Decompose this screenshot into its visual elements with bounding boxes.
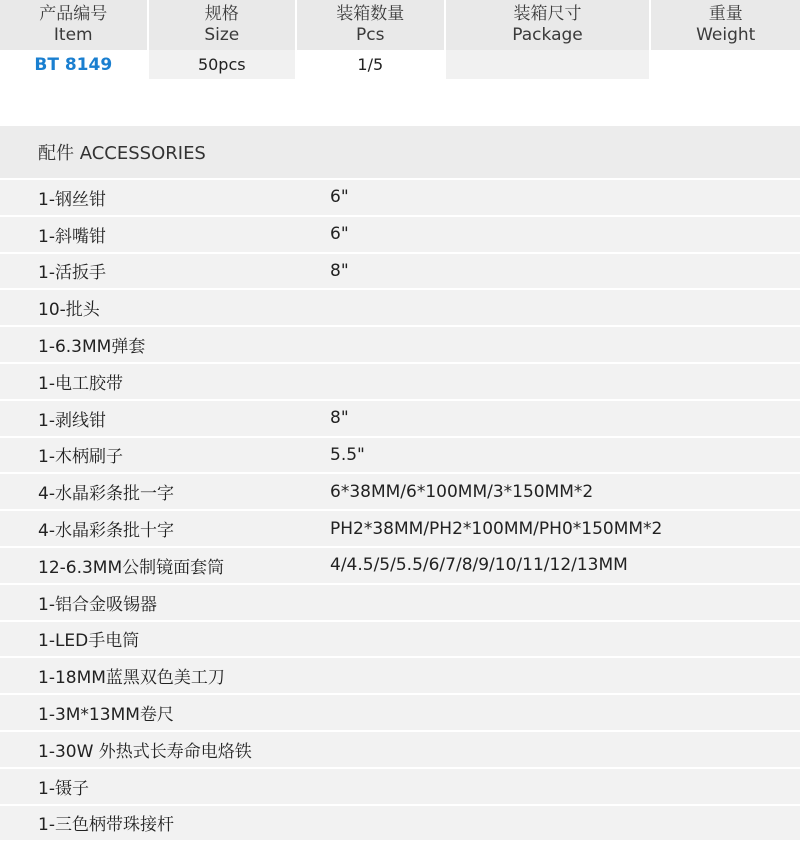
header-pcs-en: Pcs [356, 25, 385, 45]
accessory-row [0, 511, 800, 548]
accessory-spec: 5.5" [330, 444, 365, 465]
accessory-name: 1-三色柄带珠接杆 [38, 815, 174, 836]
header-item-cn: 产品编号 [39, 4, 108, 24]
accessory-row [0, 364, 800, 401]
header-package-cn: 装箱尺寸 [513, 4, 582, 24]
accessory-name: 4-水晶彩条批一字 [38, 484, 174, 505]
spec-header-row [0, 0, 800, 50]
header-size-cn: 规格 [204, 4, 239, 24]
accessory-spec: PH2*38MM/PH2*100MM/PH0*150MM*2 [330, 518, 663, 539]
accessory-row [0, 658, 800, 695]
accessory-name: 1-木柄刷子 [38, 447, 123, 468]
accessory-spec: 8" [330, 260, 349, 281]
accessory-row [0, 732, 800, 769]
accessory-row [0, 769, 800, 806]
header-item [0, 0, 149, 50]
cell-size: 50pcs [149, 50, 298, 79]
accessories-list [0, 180, 800, 842]
header-pcs [297, 0, 446, 50]
accessory-row [0, 401, 800, 438]
accessory-row [0, 290, 800, 327]
accessory-name: 10-批头 [38, 300, 100, 321]
accessories-section [0, 126, 800, 842]
cell-weight [651, 50, 800, 79]
cell-item [0, 50, 149, 79]
cell-package [446, 50, 652, 79]
accessory-spec: 6" [330, 187, 349, 208]
accessory-name: 1-30W 外热式长寿命电烙铁 [38, 741, 252, 762]
accessory-row [0, 254, 800, 291]
accessory-name: 1-剥线钳 [38, 410, 106, 431]
accessories-title: 配件 ACCESSORIES [0, 126, 800, 180]
header-pcs-cn: 装箱数量 [336, 4, 405, 24]
accessory-spec: 6*38MM/6*100MM/3*150MM*2 [330, 481, 594, 502]
accessory-name: 1-铝合金吸锡器 [38, 594, 157, 615]
accessory-row [0, 695, 800, 732]
accessory-name: 12-6.3MM公制镜面套筒 [38, 557, 225, 578]
accessory-name: 1-斜嘴钳 [38, 226, 106, 247]
header-weight-cn: 重量 [708, 4, 743, 24]
accessory-row [0, 438, 800, 475]
item-code: BT 8149 [34, 54, 113, 75]
header-size [149, 0, 298, 50]
accessory-name: 1-6.3MM弹套 [38, 337, 146, 358]
header-weight-en: Weight [696, 25, 756, 45]
cell-pcs: 1/5 [297, 50, 446, 79]
accessory-name: 1-钢丝钳 [38, 189, 106, 210]
accessory-row [0, 180, 800, 217]
header-package-en: Package [512, 25, 583, 45]
header-weight [651, 0, 800, 50]
accessory-name: 4-水晶彩条批十字 [38, 521, 174, 542]
accessory-row [0, 217, 800, 254]
accessory-row [0, 622, 800, 659]
accessory-row [0, 327, 800, 364]
spec-data-row [0, 50, 800, 79]
header-size-en: Size [204, 25, 240, 45]
accessory-row [0, 806, 800, 842]
accessory-spec: 4/4.5/5/5.5/6/7/8/9/10/11/12/13MM [330, 555, 628, 576]
accessory-spec: 8" [330, 408, 349, 429]
accessory-row [0, 474, 800, 511]
accessory-row [0, 548, 800, 585]
accessory-name: 1-电工胶带 [38, 373, 123, 394]
accessory-row [0, 585, 800, 622]
spec-table [0, 0, 800, 79]
accessory-name: 1-3M*13MM卷尺 [38, 705, 174, 726]
accessory-name: 1-18MM蓝黑双色美工刀 [38, 668, 225, 689]
accessory-spec: 6" [330, 224, 349, 245]
accessory-name: 1-LED手电筒 [38, 631, 140, 652]
accessory-name: 1-镊子 [38, 778, 89, 799]
header-package [446, 0, 652, 50]
header-item-en: Item [53, 25, 93, 45]
accessory-name: 1-活扳手 [38, 263, 106, 284]
